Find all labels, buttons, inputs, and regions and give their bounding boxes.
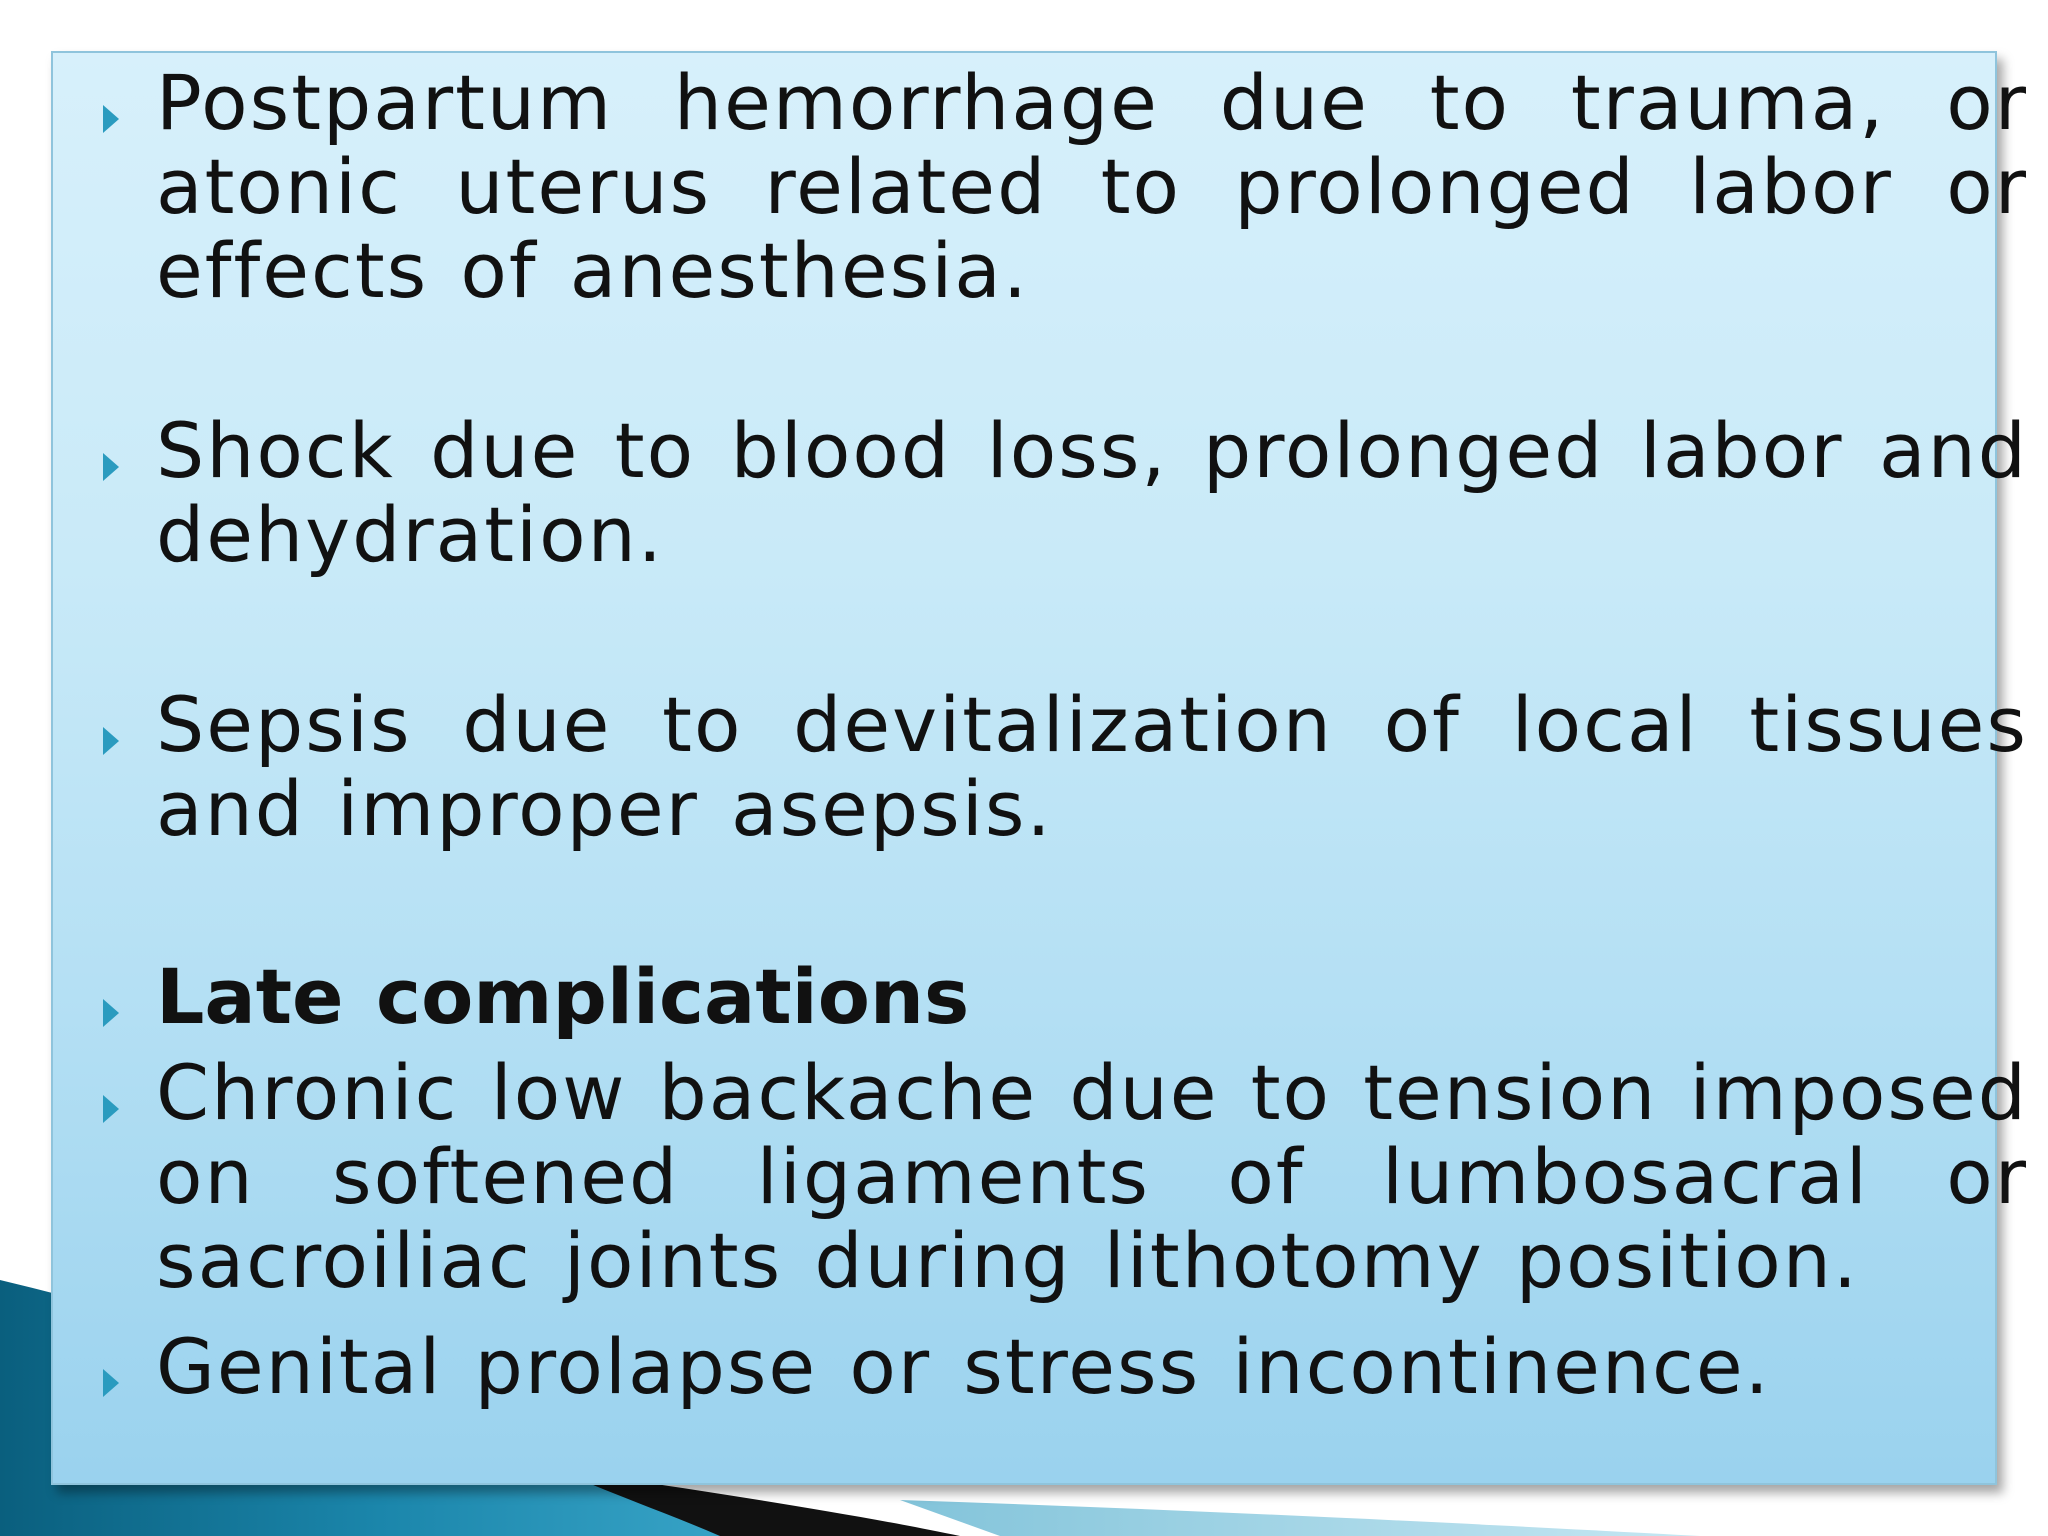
- content-box: [51, 51, 2028, 1485]
- triangle-right-icon: [103, 453, 119, 481]
- triangle-right-icon: [103, 727, 119, 755]
- bullet-text: Chronic low backache due to tension imposed on softened ligaments of lumbosacral or sacroiliac joints during lithotomy position.: [156, 1048, 2028, 1305]
- bullet-text: Shock due to blood loss, prolonged labor and dehydration.: [156, 406, 2028, 579]
- triangle-right-icon: [103, 1095, 119, 1123]
- triangle-right-icon: [103, 105, 119, 133]
- bullet-heading: Late complications: [156, 952, 970, 1041]
- triangle-right-icon: [103, 999, 119, 1027]
- triangle-right-icon: [103, 1369, 119, 1397]
- bullet-text: Genital prolapse or stress incontinence.: [156, 1322, 1771, 1411]
- bullet-text: Sepsis due to devitalization of local tissues and improper asepsis.: [156, 680, 2028, 853]
- bullet-text: Postpartum hemorrhage due to trauma, or atonic uterus related to prolonged labor or effects of anesthesia.: [156, 58, 2028, 315]
- bullet-list: [53, 53, 2028, 1483]
